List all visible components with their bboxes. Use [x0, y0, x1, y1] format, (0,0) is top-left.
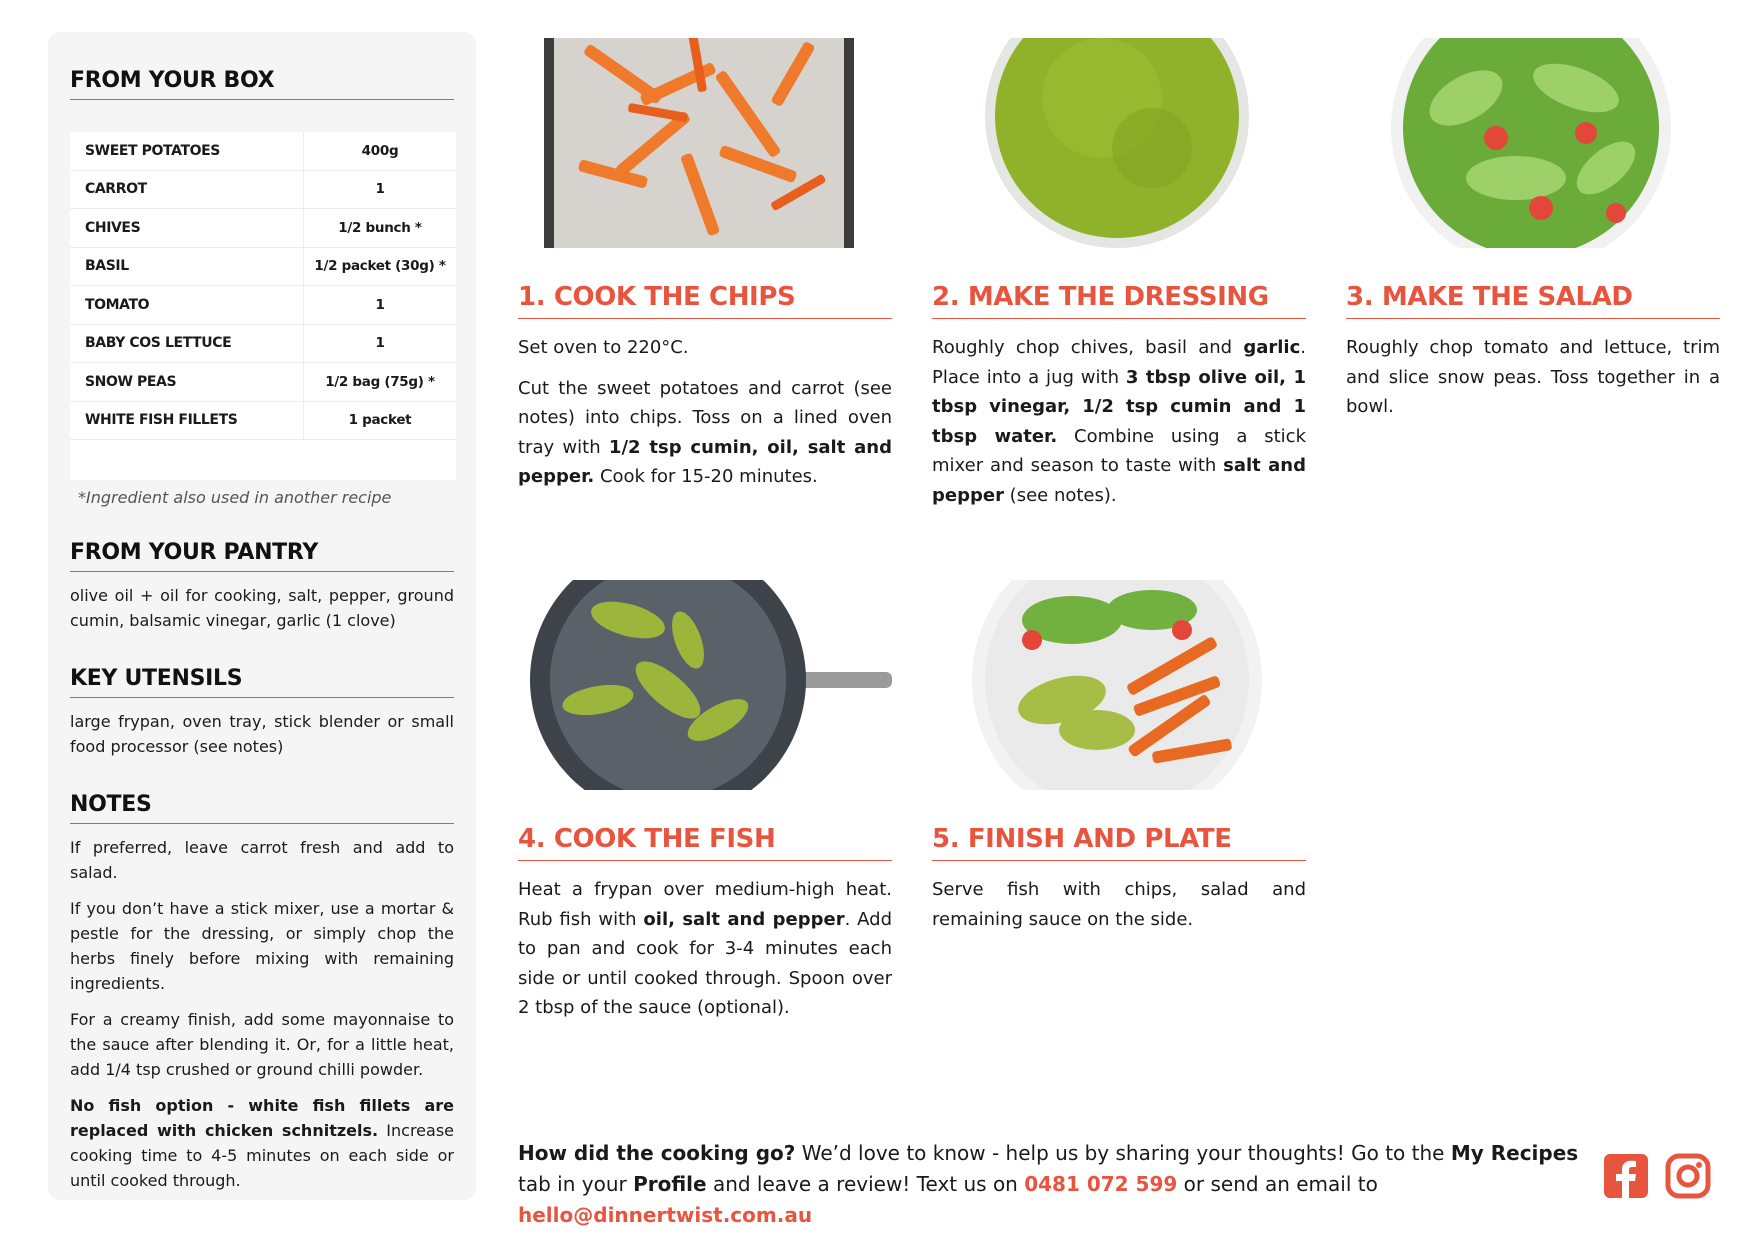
ingredient-qty: 1 [375, 335, 385, 352]
step-1-body [518, 333, 892, 492]
ingredient-name: SNOW PEAS [70, 363, 304, 401]
step-2-text-c: . Place into a jug with [932, 337, 1306, 388]
table-row [70, 363, 456, 402]
step-5-body [932, 875, 1306, 934]
phone-link[interactable]: 0481 072 599 [1024, 1172, 1178, 1196]
ingredient-qty: 1/2 bunch * [338, 219, 422, 236]
sweet-potato-chips-image [518, 38, 892, 248]
from-box-title: FROM YOUR BOX [70, 68, 454, 100]
step-4-text-c: . Add to pan and cook for 3-4 minutes each side or until cooked through. Spoon over 2 tbsp of the sauce (optional). [518, 908, 892, 1018]
step-2-bold-d: 3 tbsp olive oil, 1 tbsp vinegar, 1/2 tsp cumin and 1 tbsp water. [932, 366, 1306, 447]
salad-image [1346, 38, 1720, 248]
feedback-message [518, 1138, 1588, 1231]
step-1-p2 [518, 374, 892, 492]
notes-text [70, 835, 454, 1204]
step-2-title: 2. MAKE THE DRESSING [932, 282, 1306, 319]
ingredient-qty: 1 packet [348, 412, 412, 429]
ingredient-name: BABY COS LETTUCE [70, 325, 304, 363]
step-4-title: 4. COOK THE FISH [518, 824, 892, 861]
box-ingredients-table [70, 132, 456, 480]
table-row [70, 325, 456, 364]
plated-dish-image [932, 580, 1306, 790]
step-4-body [518, 875, 892, 1023]
table-row [70, 248, 456, 287]
table-row [70, 402, 456, 441]
feedback-text-4: or send an email to [1177, 1172, 1378, 1196]
footnote: *Ingredient also used in another recipe [78, 488, 392, 507]
step-5-p1: Serve fish with chips, salad and remaining sauce on the side. [932, 879, 1306, 930]
feedback-question: How did the cooking go? [518, 1141, 796, 1165]
ingredients-panel [48, 32, 476, 1200]
step-2 [932, 38, 1306, 521]
step-4-bold: oil, salt and pepper [643, 908, 845, 930]
step-3 [1346, 38, 1720, 433]
table-row [70, 209, 456, 248]
step-1-bold: 1/2 tsp cumin, oil, salt and pepper. [518, 436, 893, 487]
ingredient-qty: 1 [375, 296, 385, 313]
ingredient-name: CHIVES [70, 209, 304, 247]
step-1-title: 1. COOK THE CHIPS [518, 282, 892, 319]
ingredient-qty: 1/2 packet (30g) * [314, 258, 446, 275]
step-2-bold-f: salt and pepper [932, 455, 1306, 506]
ingredient-qty: 1 [375, 181, 385, 198]
email-link[interactable]: hello@dinnertwist.com.au [518, 1203, 813, 1227]
pantry-title: FROM YOUR PANTRY [70, 540, 454, 572]
utensils-text: large frypan, oven tray, stick blender or small food processor (see notes) [70, 712, 454, 756]
profile-label: Profile [633, 1172, 707, 1196]
step-2-text-g: (see notes). [1003, 484, 1117, 506]
step-1-p1: Set oven to 220°C. [518, 337, 689, 358]
fish-in-pan-image [518, 580, 892, 790]
step-2-text-e: Combine using a stick mixer and season to taste with [932, 425, 1307, 476]
my-recipes-label: My Recipes [1450, 1141, 1579, 1165]
step-5 [932, 580, 1306, 945]
facebook-icon[interactable] [1602, 1152, 1650, 1200]
table-row [70, 171, 456, 210]
feedback-text-1: We’d love to know - help us by sharing your thoughts! Go to the [795, 1141, 1451, 1165]
step-4 [518, 580, 892, 1034]
step-3-body [1346, 333, 1720, 422]
ingredient-name: SWEET POTATOES [70, 132, 304, 170]
ingredient-qty: 400g [361, 142, 399, 159]
step-2-bold-b: garlic [1243, 337, 1301, 358]
ingredient-name: CARROT [70, 171, 304, 209]
ingredient-name: WHITE FISH FILLETS [70, 402, 304, 440]
note-4-bold: No fish option - white fish fillets are replaced with chicken schnitzels. [70, 1096, 454, 1140]
pantry-text: olive oil + oil for cooking, salt, pepper, ground cumin, balsamic vinegar, garlic (1 clove) [70, 586, 454, 630]
instagram-icon[interactable] [1664, 1152, 1712, 1200]
note-4-rest: Increase cooking time to 4-5 minutes on each side or until cooked through. [70, 1121, 455, 1190]
note-2: If you don’t have a stick mixer, use a mortar & pestle for the dressing, or simply chop the herbs finely before mixing with remaining ingredients. [70, 899, 454, 993]
ingredient-name: TOMATO [70, 286, 304, 324]
feedback-text-3: and leave a review! Text us on [706, 1172, 1025, 1196]
step-2-p1 [932, 333, 1306, 510]
note-4 [70, 1093, 454, 1193]
step-1 [518, 38, 892, 503]
notes-title: NOTES [70, 792, 454, 824]
ingredient-name: BASIL [70, 248, 304, 286]
step-3-title: 3. MAKE THE SALAD [1346, 282, 1720, 319]
step-4-p1 [518, 875, 892, 1023]
step-4-text-a: Heat a frypan over medium-high heat. Rub fish with [518, 879, 892, 930]
green-dressing-image [932, 38, 1306, 248]
feedback-text-2: tab in your [518, 1172, 634, 1196]
ingredient-qty: 1/2 bag (75g) * [325, 373, 435, 390]
step-2-text-a: Roughly chop chives, basil and [932, 337, 1244, 358]
step-3-p1: Roughly chop tomato and lettuce, trim and slice snow peas. Toss together in a bowl. [1346, 337, 1720, 417]
table-row [70, 132, 456, 171]
step-1-text: Cut the sweet potatoes and carrot (see notes) into chips. Toss on a lined oven tray with [518, 377, 892, 458]
note-3: For a creamy finish, add some mayonnaise to the sauce after blending it. Or, for a little heat, add 1/4 tsp crushed or ground chilli powder. [70, 1010, 454, 1079]
utensils-title: KEY UTENSILS [70, 666, 454, 698]
note-1: If preferred, leave carrot fresh and add to salad. [70, 838, 454, 882]
table-row [70, 286, 456, 325]
step-5-title: 5. FINISH AND PLATE [932, 824, 1306, 861]
step-1-text-end: Cook for 15-20 minutes. [594, 466, 818, 487]
step-2-body [932, 333, 1306, 510]
